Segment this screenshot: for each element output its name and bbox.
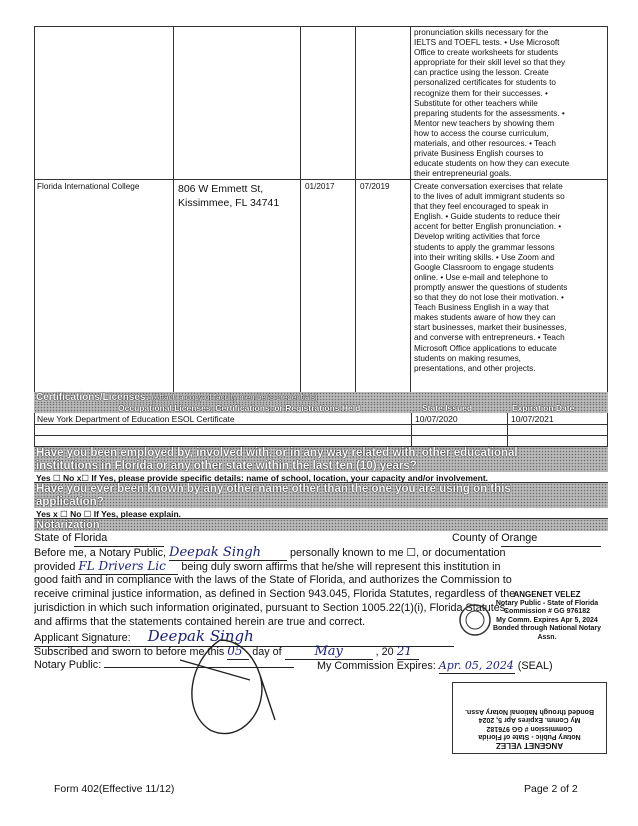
employment-table — [34, 26, 608, 392]
cert-issued: 10/07/2020 — [415, 414, 458, 424]
notary-public-line: Notary Public: My Commission Expires: Apr. 05, 2024 (SEAL) — [34, 659, 553, 672]
applicant-signature: Deepak Singh — [147, 627, 254, 645]
applicant-signature-line: Applicant Signature: Deepak Singh — [34, 630, 454, 647]
question-other-name: Have you ever been known by any other name other than the one you are using on this application? — [34, 483, 608, 508]
question-other-institutions: Have you been employed by, involved with, or in any way related with, other educational institutions in Florida or any other state within the last ten (10) years? — [34, 447, 608, 472]
row2-address: 806 W Emmett St, Kissimmee, FL 34741 — [178, 183, 280, 209]
county-value: Orange — [501, 532, 601, 547]
year-value: 21 — [397, 645, 419, 660]
form-number: Form 402(Effective 11/12) — [54, 783, 175, 795]
row2-end-date: 07/2019 — [360, 182, 390, 191]
row2-employer: Florida International College — [37, 182, 140, 191]
notarization-header: Notarization — [34, 519, 608, 531]
row2-duties: Create conversation exercises that relate to the lives of adult immigrant students so that they feel encouraged to speak in English. • Guide students to reduce their accent for better English pronunciation. • Develop writing activities that force students to apply the grammar lessons into their writing skills. • Use Zoom and Google Classroom to engage students online. • Use e-mail and telephone to promptly answer the questions of students so that they do not lose their motivation. • Teach Business English in a way that makes students aware of how they can start businesses, market their businesses, and converse with entrepreneurs. • Teach Microsoft Office applications to educate students on making resumes, presentations, and other projects. — [414, 182, 568, 373]
notary-stamp-inverted: ANGENET VELEZ Notary Public - State of Florida Commission # GG 976182 My Comm. Expires Apr 5, 2024 Bonded through National Notary Assn. — [452, 682, 607, 754]
commission-expires-value: Apr. 05, 2024 — [438, 659, 514, 672]
certifications-header: Certifications/Licenses: (Attach a copy of faculty member's credentials) — [34, 392, 608, 403]
notary-line-2: provided FL Drivers Lic being duly sworn affirms that he/she will represent this institution in — [34, 559, 501, 573]
certifications-table — [34, 413, 608, 447]
month-value: May — [285, 645, 373, 660]
table-row-divider — [34, 26, 608, 27]
page-number: Page 2 of 2 — [524, 783, 578, 795]
row1-duties: pronunciation skills necessary for the IELTS and TOEFL tests. • Use Microsoft Office to create worksheets for students appropriate for their skill level so that they can practice using the lesson. Create personalized certificates for students to recognize them for their successes. • Substitute for other teachers while preparing students for the assessments. • Mentor new teachers by showing them how to access the course curriculum, materials, and other resources. • Teach private Business English courses to educate students on how they can execute their entrepreneurial goals. — [414, 28, 570, 179]
cert-name: New York Department of Education ESOL Certificate — [37, 414, 235, 424]
day-value: 05 — [227, 645, 249, 660]
table-border — [34, 26, 35, 392]
notary-state-county: State of Florida County of Orange — [34, 532, 608, 547]
notary-paragraph: receive criminal justice information, as defined in Section 943.045, Florida Statutes, regardless of the — [34, 588, 516, 600]
table-col-divider — [410, 26, 411, 392]
subscribed-line: Subscribed and sworn to before me this 05 day of May , 20 21 — [34, 645, 608, 660]
notary-paragraph: good faith and in compliance with the laws of the State of Florida, and authorizes the Commission to — [34, 574, 512, 586]
table-col-divider — [355, 26, 356, 392]
table-col-divider — [300, 26, 301, 392]
question-other-institutions-answer: Yes ☐ No x☐ If Yes, please provide specific details: name of school, location, your capacity and/or involvement. — [36, 473, 489, 483]
notary-stamp: ANGENET VELEZ Notary Public - State of Florida Commission # GG 976182 My Comm. Expires Apr 5, 2024 Bonded through National Notary Assn. — [456, 591, 608, 663]
notary-paragraph: jurisdiction in which such information originated, pursuant to Section 1005.22(1)(i), Florida Statutes, — [34, 602, 509, 614]
certifications-col-headers: Occupational Licenses, Certifications, or Registrations Held State Issued Expiration Date — [34, 403, 608, 413]
notary-paragraph: and affirms that the statements contained herein are true and correct. — [34, 616, 366, 628]
state-value: Florida — [74, 532, 164, 547]
notary-signature — [147, 620, 330, 750]
notary-line-1: Before me, a Notary Public, Deepak Singh personally known to me ☐, or documentation — [34, 545, 506, 560]
row2-start-date: 01/2017 — [305, 182, 335, 191]
notary-name-signature: Deepak Singh — [169, 546, 287, 561]
notary-seal-icon — [458, 603, 492, 637]
cert-expires: 10/07/2021 — [511, 414, 554, 424]
table-col-divider — [173, 26, 174, 392]
question-other-name-answer: Yes x ☐ No ☐ If Yes, please explain. — [36, 509, 182, 519]
id-provided: FL Drivers Lic — [78, 560, 178, 575]
table-border — [607, 26, 608, 392]
